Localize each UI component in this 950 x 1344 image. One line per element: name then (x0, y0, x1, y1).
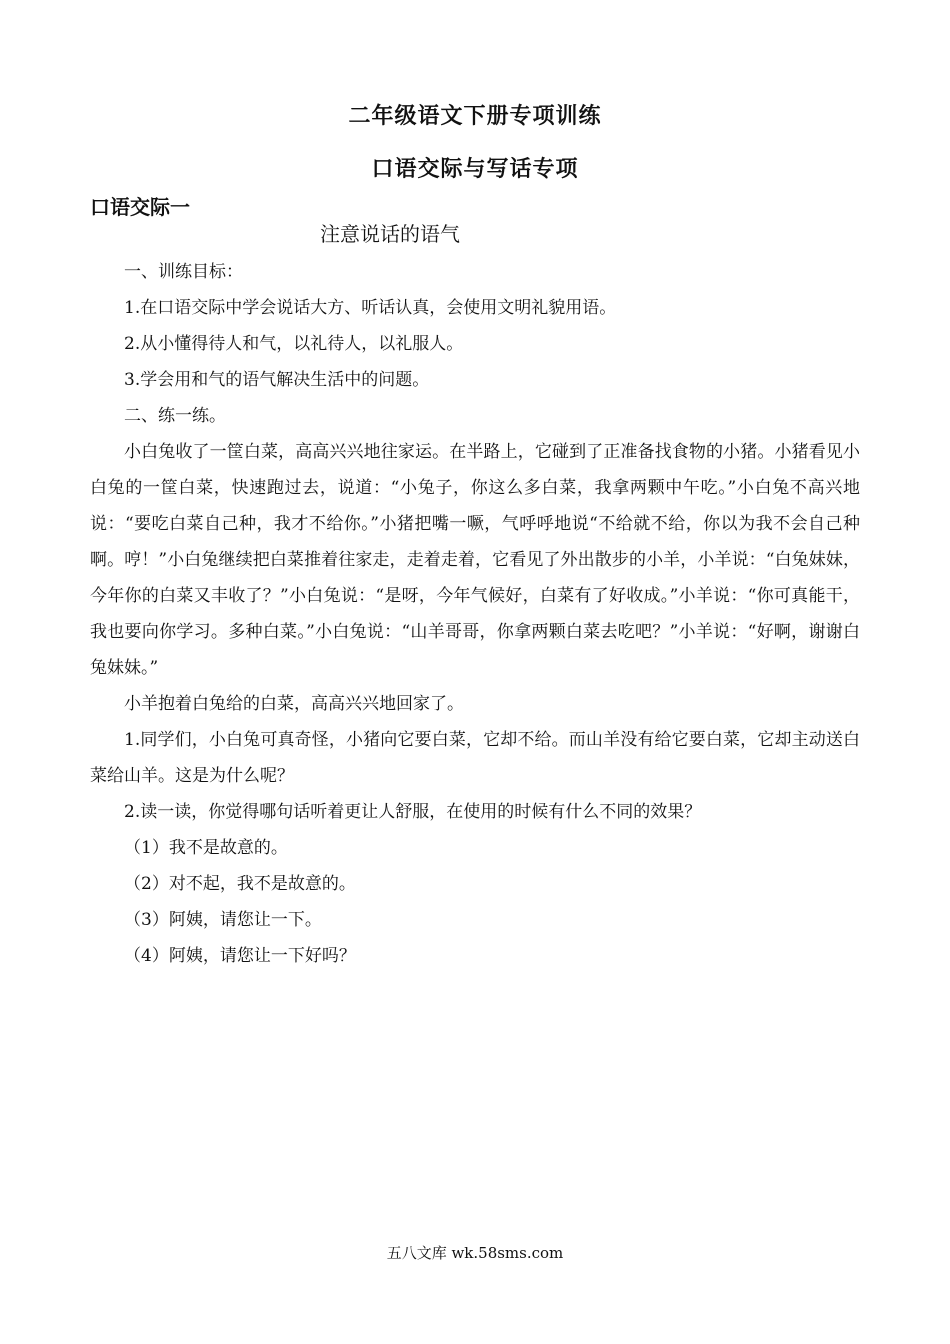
option-item: （3）阿姨，请您让一下。 (124, 910, 322, 930)
footer-watermark: 五八文库 wk.58sms.com (386, 1244, 564, 1262)
option-item: （2）对不起，我不是故意的。 (124, 874, 356, 894)
question-2: 2.读一读，你觉得哪句话听着更让人舒服，在使用的时候有什么不同的效果？ (124, 802, 702, 822)
story-ending: 小羊抱着白兔给的白菜，高高兴兴地回家了。 (124, 694, 464, 714)
document-body (90, 254, 860, 974)
section-heading: 口语交际一 (90, 195, 190, 219)
goal-item: 3.学会用和气的语气解决生活中的问题。 (124, 370, 430, 390)
page-subtitle: 口语交际与写话专项 (371, 157, 579, 182)
question-1: 1.同学们，小白兔可真奇怪，小猪向它要白菜，它却不给。而山羊没有给它要白菜，它却主动送白菜给山羊。这是为什么呢？ (90, 730, 860, 786)
section-topic: 注意说话的语气 (320, 222, 460, 246)
goal-item: 1.在口语交际中学会说话大方、听话认真，会使用文明礼貌用语。 (124, 298, 617, 318)
goal-item: 2.从小懂得待人和气，以礼待人，以礼服人。 (124, 334, 464, 354)
goals-heading: 一、训练目标： (124, 262, 243, 282)
story-paragraph: 小白兔收了一筐白菜，高高兴兴地往家运。在半路上，它碰到了正准备找食物的小猪。小猪看见小白兔的一筐白菜，快速跑过去，说道：“小兔子，你这么多白菜，我拿两颗中午吃。”小白兔不高兴地说：“要吃白菜自己种，我才不给你。”小猪把嘴一噘，气呼呼地说“不给就不给，你以为我不会自己种啊。哼！”小白兔继续把白菜推着往家走，走着走着，它看见了外出散步的小羊，小羊说：“白兔妹妹，今年你的白菜又丰收了？”小白兔说：“是呀，今年气候好，白菜有了好收成。”小羊说：“你可真能干，我也要向你学习。多种白菜。”小白兔说：“山羊哥哥，你拿两颗白菜去吃吧？”小羊说：“好啊，谢谢白兔妹妹。” (90, 442, 860, 678)
option-item: （1）我不是故意的。 (124, 838, 288, 858)
page-title: 二年级语文下册专项训练 (348, 104, 602, 129)
option-item: （4）阿姨，请您让一下好吗？ (124, 946, 356, 966)
practice-heading: 二、练一练。 (124, 406, 226, 426)
